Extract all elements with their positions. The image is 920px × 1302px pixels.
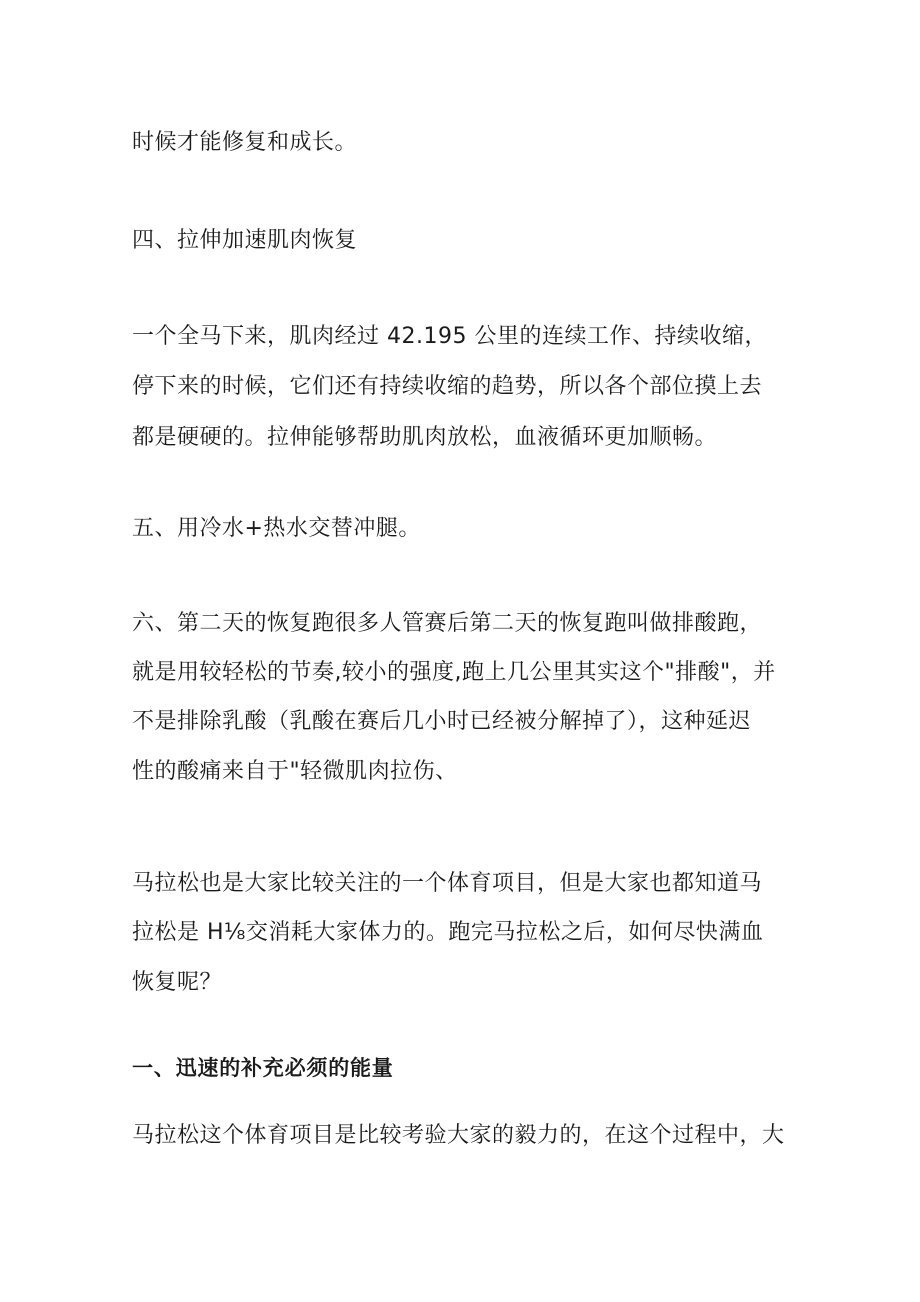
paragraph-line: 性的酸痛来自于"轻微肌肉拉伤、 [132,759,458,784]
paragraph-line: 六、第二天的恢复跑很多人管赛后第二天的恢复跑叫做排酸跑， [132,611,763,636]
paragraph-line: 都是硬硬的。拉伸能够帮助肌肉放松，血液循环更加顺畅。 [132,425,718,450]
section-heading-energy: 一、迅速的补充必须的能量 [132,1056,394,1080]
section-heading-cold-hot-water: 五、用冷水+热水交替冲腿。 [132,516,421,541]
paragraph-line: 就是用较轻松的节奏,较小的强度,跑上几公里其实这个"排酸"，并 [132,660,776,685]
paragraph-line: 停下来的时候，它们还有持续收缩的趋势，所以各个部位摸上去 [132,374,763,399]
paragraph-line: 拉松是 H⅛交消耗大家体力的。跑完马拉松之后，如何尽快满血 [132,920,764,945]
section-heading-stretch: 四、拉伸加速肌肉恢复 [132,228,358,253]
paragraph-line: 时候才能修复和成长。 [132,130,358,155]
paragraph-line: 一个全马下来，肌肉经过 42.195 公里的连续工作、持续收缩， [132,324,767,349]
paragraph-line: 不是排除乳酸（乳酸在赛后几小时已经被分解掉了），这种延迟 [132,709,752,734]
paragraph-line: 马拉松这个体育项目是比较考验大家的毅力的，在这个过程中，大 [132,1123,785,1148]
paragraph-line: 恢复呢？ [132,970,223,995]
paragraph-line: 马拉松也是大家比较关注的一个体育项目，但是大家也都知道马 [132,871,763,896]
